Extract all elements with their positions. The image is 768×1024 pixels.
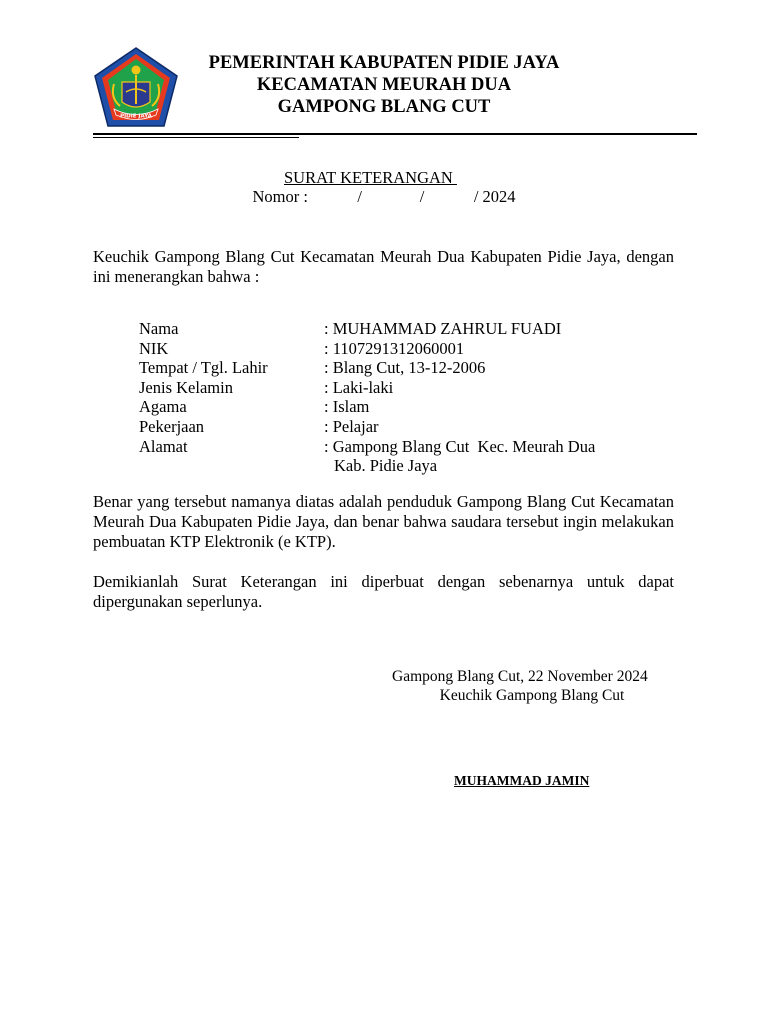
intro-paragraph <box>93 247 674 287</box>
signatory-name: MUHAMMAD JAMIN <box>454 773 590 788</box>
field-label-pekerjaan: Pekerjaan <box>139 417 205 436</box>
letterhead-rule-thin <box>93 137 299 138</box>
field-label-jenis-kelamin: Jenis Kelamin <box>139 378 233 397</box>
body-paragraph-2 <box>93 572 674 612</box>
field-value-alamat-line-2: Kab. Pidie Jaya <box>334 456 438 475</box>
field-value-jenis-kelamin: : Laki-laki <box>324 378 394 397</box>
header-line-1: PEMERINTAH KABUPATEN PIDIE JAYA <box>208 53 560 73</box>
letter-number: Nomor : / / / 2024 <box>252 187 516 206</box>
signature-place-date: Gampong Blang Cut, 22 November 2024 <box>392 668 648 685</box>
body-text-2: Demikianlah Surat Keterangan ini diperbuat dengan sebenarnya untuk dapat dipergunakan seperlunya. <box>93 572 674 611</box>
field-label-nik: NIK <box>139 339 169 358</box>
field-value-pekerjaan: : Pelajar <box>324 417 379 436</box>
field-label-nama: Nama <box>139 319 179 338</box>
letterhead-rule-thick <box>93 133 697 135</box>
field-value-alamat: : Gampong Blang Cut Kec. Meurah Dua <box>324 437 596 456</box>
field-value-nik: : 1107291312060001 <box>324 339 465 358</box>
logo-text: PIDIE JAYA <box>120 113 152 120</box>
field-label-alamat: Alamat <box>139 437 188 456</box>
letter-title: SURAT KETERANGAN <box>284 168 457 187</box>
header-line-3: GAMPONG BLANG CUT <box>277 97 491 117</box>
body-paragraph-1 <box>93 492 674 551</box>
header-line-2: KECAMATAN MEURAH DUA <box>256 75 512 95</box>
body-text-1: Benar yang tersebut namanya diatas adalah penduduk Gampong Blang Cut Kecamatan Meurah Dua Kabupaten Pidie Jaya, dan benar bahwa saudara tersebut ingin melakukan pembuatan KTP Elektronik (e KTP). <box>93 492 674 551</box>
field-label-ttl: Tempat / Tgl. Lahir <box>139 358 268 377</box>
intro-text: Keuchik Gampong Blang Cut Kecamatan Meurah Dua Kabupaten Pidie Jaya, dengan ini menerangkan bahwa : <box>93 247 674 286</box>
field-value-nama: : MUHAMMAD ZAHRUL FUADI <box>324 319 562 338</box>
field-value-ttl: : Blang Cut, 13-12-2006 <box>324 358 486 377</box>
field-label-agama: Agama <box>139 397 187 416</box>
field-value-agama: : Islam <box>324 397 370 416</box>
signature-role: Keuchik Gampong Blang Cut <box>439 687 625 704</box>
